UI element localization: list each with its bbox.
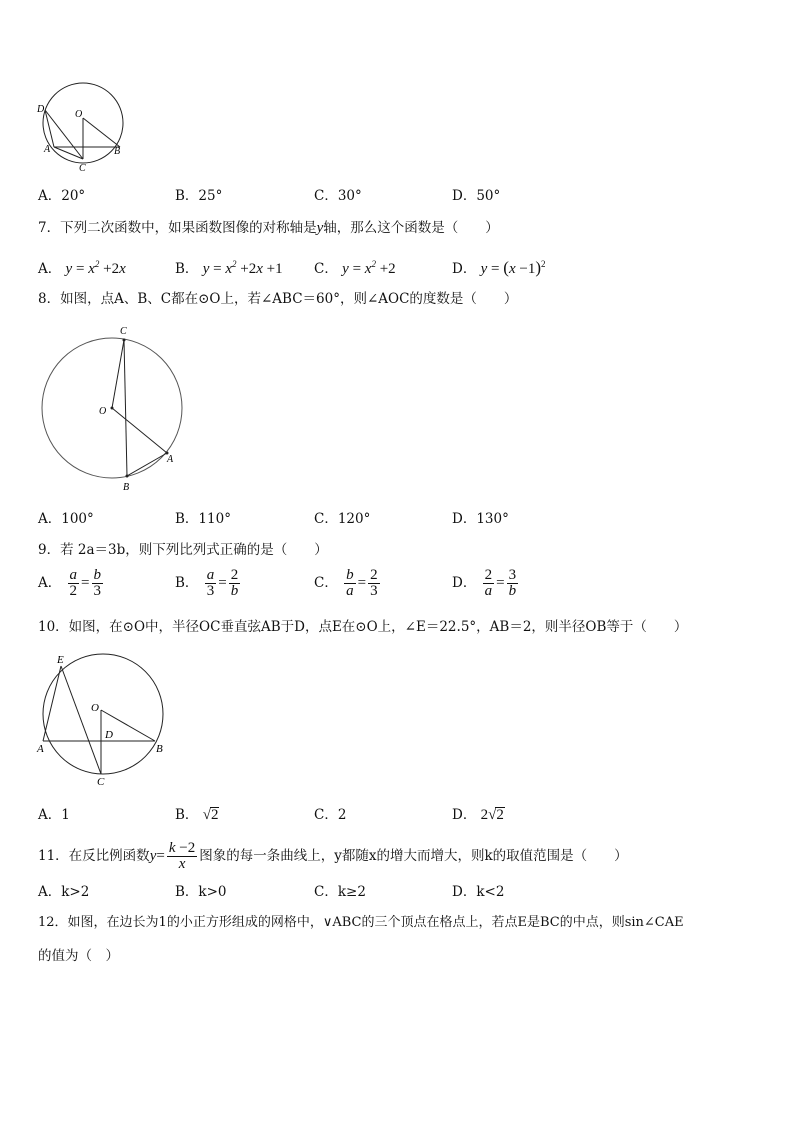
q8-label-b: B bbox=[123, 482, 130, 493]
q9-option-a-letter: A． bbox=[38, 574, 62, 591]
q8-label-c: C bbox=[120, 326, 127, 337]
q9-option-d-letter: D． bbox=[452, 574, 477, 591]
q9-option-c-letter: C． bbox=[314, 574, 338, 591]
q11-formula: y= $\frac{k -2}{x}$ bbox=[149, 840, 196, 873]
q7-option-b[interactable] bbox=[175, 255, 283, 278]
q8-option-a[interactable]: A．100° bbox=[38, 511, 94, 527]
q7-option-d-letter: D． bbox=[452, 261, 477, 277]
q9-option-c[interactable] bbox=[314, 568, 382, 599]
q10-figure bbox=[34, 648, 174, 793]
q11-stem-a: 11．在反比例函数 bbox=[38, 848, 150, 864]
q9-option-b-formula: $\frac{a}{3}$ = $\frac{2}{b}$ bbox=[206, 567, 239, 599]
q6-option-d[interactable]: D．50° bbox=[452, 188, 501, 204]
q6-option-a[interactable]: A．20° bbox=[38, 188, 86, 204]
q10-label-c: C bbox=[97, 776, 105, 788]
q6-label-d: D bbox=[37, 104, 45, 115]
q8-label-a: A bbox=[167, 454, 174, 465]
q9-stem: 9．若 2a＝3b，则下列比列式正确的是（ ） bbox=[38, 542, 328, 558]
q9-option-a[interactable] bbox=[38, 568, 105, 599]
q6-label-a: A bbox=[44, 144, 51, 155]
q9-option-c-formula: $\frac{b}{a}$ = $\frac{2}{3}$ bbox=[346, 567, 378, 599]
q7-option-b-letter: B． bbox=[175, 261, 199, 277]
q6-option-b[interactable]: B．25° bbox=[175, 188, 223, 204]
q7-option-a-letter: A． bbox=[38, 261, 62, 277]
q10-label-d: D bbox=[105, 729, 113, 741]
q11-option-a[interactable]: A．k>2 bbox=[38, 884, 90, 900]
q7-option-c[interactable] bbox=[314, 255, 396, 278]
q11-stem bbox=[38, 838, 628, 874]
q10-option-d-formula: 2√2 bbox=[480, 807, 504, 823]
q7-stem-var: y bbox=[316, 220, 324, 236]
q6-figure bbox=[34, 80, 130, 175]
q9-option-b[interactable] bbox=[175, 568, 242, 599]
q11-option-c[interactable]: C．k≥2 bbox=[314, 884, 366, 900]
q10-option-b[interactable] bbox=[175, 806, 219, 824]
q10-label-o: O bbox=[91, 702, 99, 714]
q10-label-e: E bbox=[57, 654, 64, 666]
q11-option-d[interactable]: D．k<2 bbox=[452, 884, 505, 900]
q10-stem: 10．如图，在⊙O中，半径OC垂直弦AB于D，点E在⊙O上，∠E＝22.5°，AB＝2，则半径OB等于（ ） bbox=[38, 619, 688, 635]
q7-option-a[interactable] bbox=[38, 255, 126, 278]
q7-option-c-letter: C． bbox=[314, 261, 338, 277]
q9-option-a-formula: $\frac{a}{2}$ = $\frac{b}{3}$ bbox=[69, 567, 102, 599]
q11-stem-b: 图象的每一条曲线上，y都随x的增大而增大，则k的取值范围是（ ） bbox=[199, 848, 628, 864]
q7-option-a-formula: $y = x^2 +2x$ bbox=[65, 259, 126, 277]
q9-option-d-formula: $\frac{2}{a}$ = $\frac{3}{b}$ bbox=[484, 567, 517, 599]
q10-option-d-letter: D． bbox=[452, 807, 477, 823]
q8-option-c[interactable]: C．120° bbox=[314, 511, 371, 527]
q8-figure bbox=[36, 320, 191, 495]
q10-option-a[interactable]: A．1 bbox=[38, 807, 70, 823]
q12-stem-line1: 12．如图，在边长为1的小正方形组成的网格中，∨ABC的三个顶点在格点上，若点E是BC的中点，则sin∠CAE bbox=[38, 915, 684, 930]
q10-option-d[interactable] bbox=[452, 806, 505, 824]
q7-stem-end: 轴，那么这个函数是（ ） bbox=[323, 220, 499, 236]
q6-label-o: O bbox=[75, 109, 83, 120]
q8-option-b[interactable]: B．110° bbox=[175, 511, 231, 527]
q7-option-d[interactable] bbox=[452, 255, 546, 278]
q10-option-c[interactable]: C．2 bbox=[314, 807, 347, 823]
q9-option-b-letter: B． bbox=[175, 574, 199, 591]
q7-option-c-formula: $y = x^2 +2$ bbox=[342, 259, 396, 277]
q6-label-b: B bbox=[114, 146, 121, 157]
q11-option-b[interactable]: B．k>0 bbox=[175, 884, 227, 900]
q10-label-a: A bbox=[37, 743, 44, 755]
q6-option-c[interactable]: C．30° bbox=[314, 188, 362, 204]
q7-option-b-formula: $y = x^2 +2x +1$ bbox=[202, 259, 283, 277]
q7-option-d-formula: $y = (x -1)^2$ bbox=[480, 258, 546, 277]
q10-option-b-formula: √2 bbox=[202, 807, 219, 823]
q9-option-d[interactable] bbox=[452, 568, 520, 599]
q10-option-b-letter: B． bbox=[175, 807, 199, 823]
q10-label-b: B bbox=[156, 743, 163, 755]
q7-stem bbox=[38, 219, 499, 237]
q7-stem-text: 7．下列二次函数中，如果函数图像的对称轴是 bbox=[38, 220, 317, 236]
q6-label-c: C bbox=[79, 163, 86, 174]
q8-stem: 8．如图，点A、B、C都在⊙O上，若∠ABC＝60°，则∠AOC的度数是（ ） bbox=[38, 291, 518, 307]
q8-label-o: O bbox=[99, 406, 107, 417]
q8-option-d[interactable]: D．130° bbox=[452, 511, 509, 527]
q12-stem-line2: 的值为（ ） bbox=[38, 948, 119, 964]
